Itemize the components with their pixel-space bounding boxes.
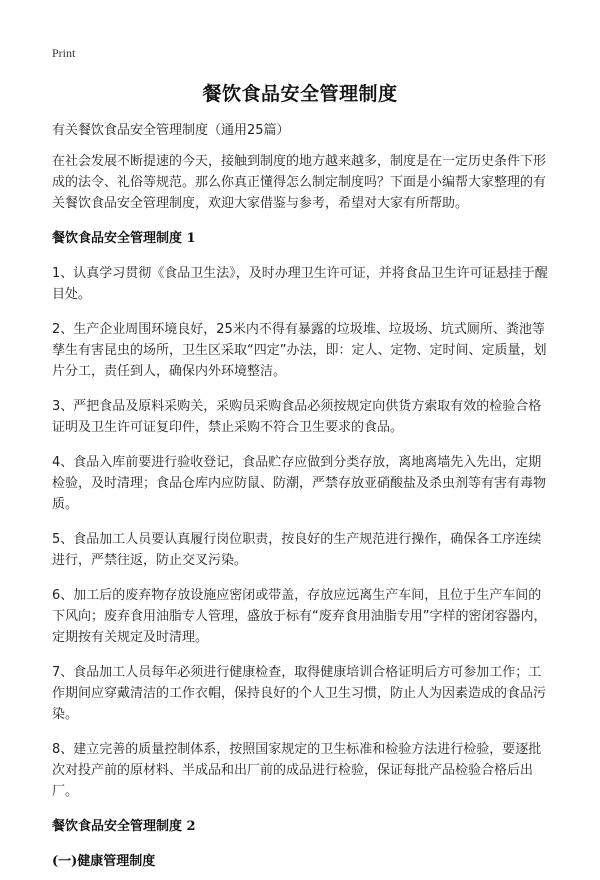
list-item: 8、建立完善的质量控制体系，按照国家规定的卫生标准和检验方法进行检验，要逐批次对投产前的原材料、半成品和出厂前的成品进行检验，保证每批产品检验合格后出厂。	[52, 742, 542, 799]
list-item: 5、食品加工人员要认真履行岗位职责，按良好的生产规范进行操作，确保各工序连续进行，严禁往返，防止交叉污染。	[52, 532, 542, 568]
article-body	[52, 120, 552, 880]
page-title: 餐饮食品安全管理制度	[202, 83, 398, 105]
section-subheading: (一)健康管理制度	[52, 854, 156, 869]
article-subtitle: 有关餐饮食品安全管理制度（通用25篇）	[52, 123, 290, 138]
section-heading-2: 餐饮食品安全管理制度 2	[52, 819, 196, 834]
list-item: 1、认真学习贯彻《食品卫生法》，及时办理卫生许可证，并将食品卫生许可证悬挂于醒目处。	[52, 266, 548, 302]
print-link[interactable]: Print	[52, 46, 76, 60]
list-item: 3、严把食品及原料采购关，采购员采购食品必须按规定向供货方索取有效的检验合格证明及卫生许可证复印件，禁止采购不符合卫生要求的食品。	[52, 399, 542, 435]
list-item: 7、食品加工人员每年必须进行健康检查，取得健康培训合格证明后方可参加工作；工作期间应穿戴清洁的工作衣帽，保持良好的个人卫生习惯，防止人为因素造成的食品污染。	[52, 665, 547, 722]
list-item: 6、加工后的废弃物存放设施应密闭或带盖，存放应远离生产车间，且位于生产车间的下风向；废弃食用油脂专人管理，盛放于标有“废弃食用油脂专用”字样的密闭容器内，定期按有关规定及时清理。	[52, 588, 547, 645]
list-item: 2、生产企业周围环境良好，25米内不得有暴露的垃圾堆、垃圾场、坑式厕所、粪池等孳生有害昆虫的场所，卫生区采取“四定”办法，即：定人、定物、定时间、定质量，划片分工，责任到人，确保内外环境整洁。	[52, 322, 547, 379]
section-heading-1: 餐饮食品安全管理制度 1	[52, 231, 196, 246]
list-item: 4、食品入库前要进行验收登记，食品贮存应做到分类存放，离地离墙先入先出，定期检验，及时清理；食品仓库内应防鼠、防潮，严禁存放亚硝酸盐及杀虫剂等有害有毒物质。	[52, 455, 547, 512]
intro-paragraph: 在社会发展不断提速的今天，接触到制度的地方越来越多，制度是在一定历史条件下形成的法令、礼俗等规范。那么你真正懂得怎么制定制度吗？下面是小编帮大家整理的有关餐饮食品安全管理制度，欢迎大家借鉴与参考，希望对大家有所帮助。	[52, 154, 547, 211]
